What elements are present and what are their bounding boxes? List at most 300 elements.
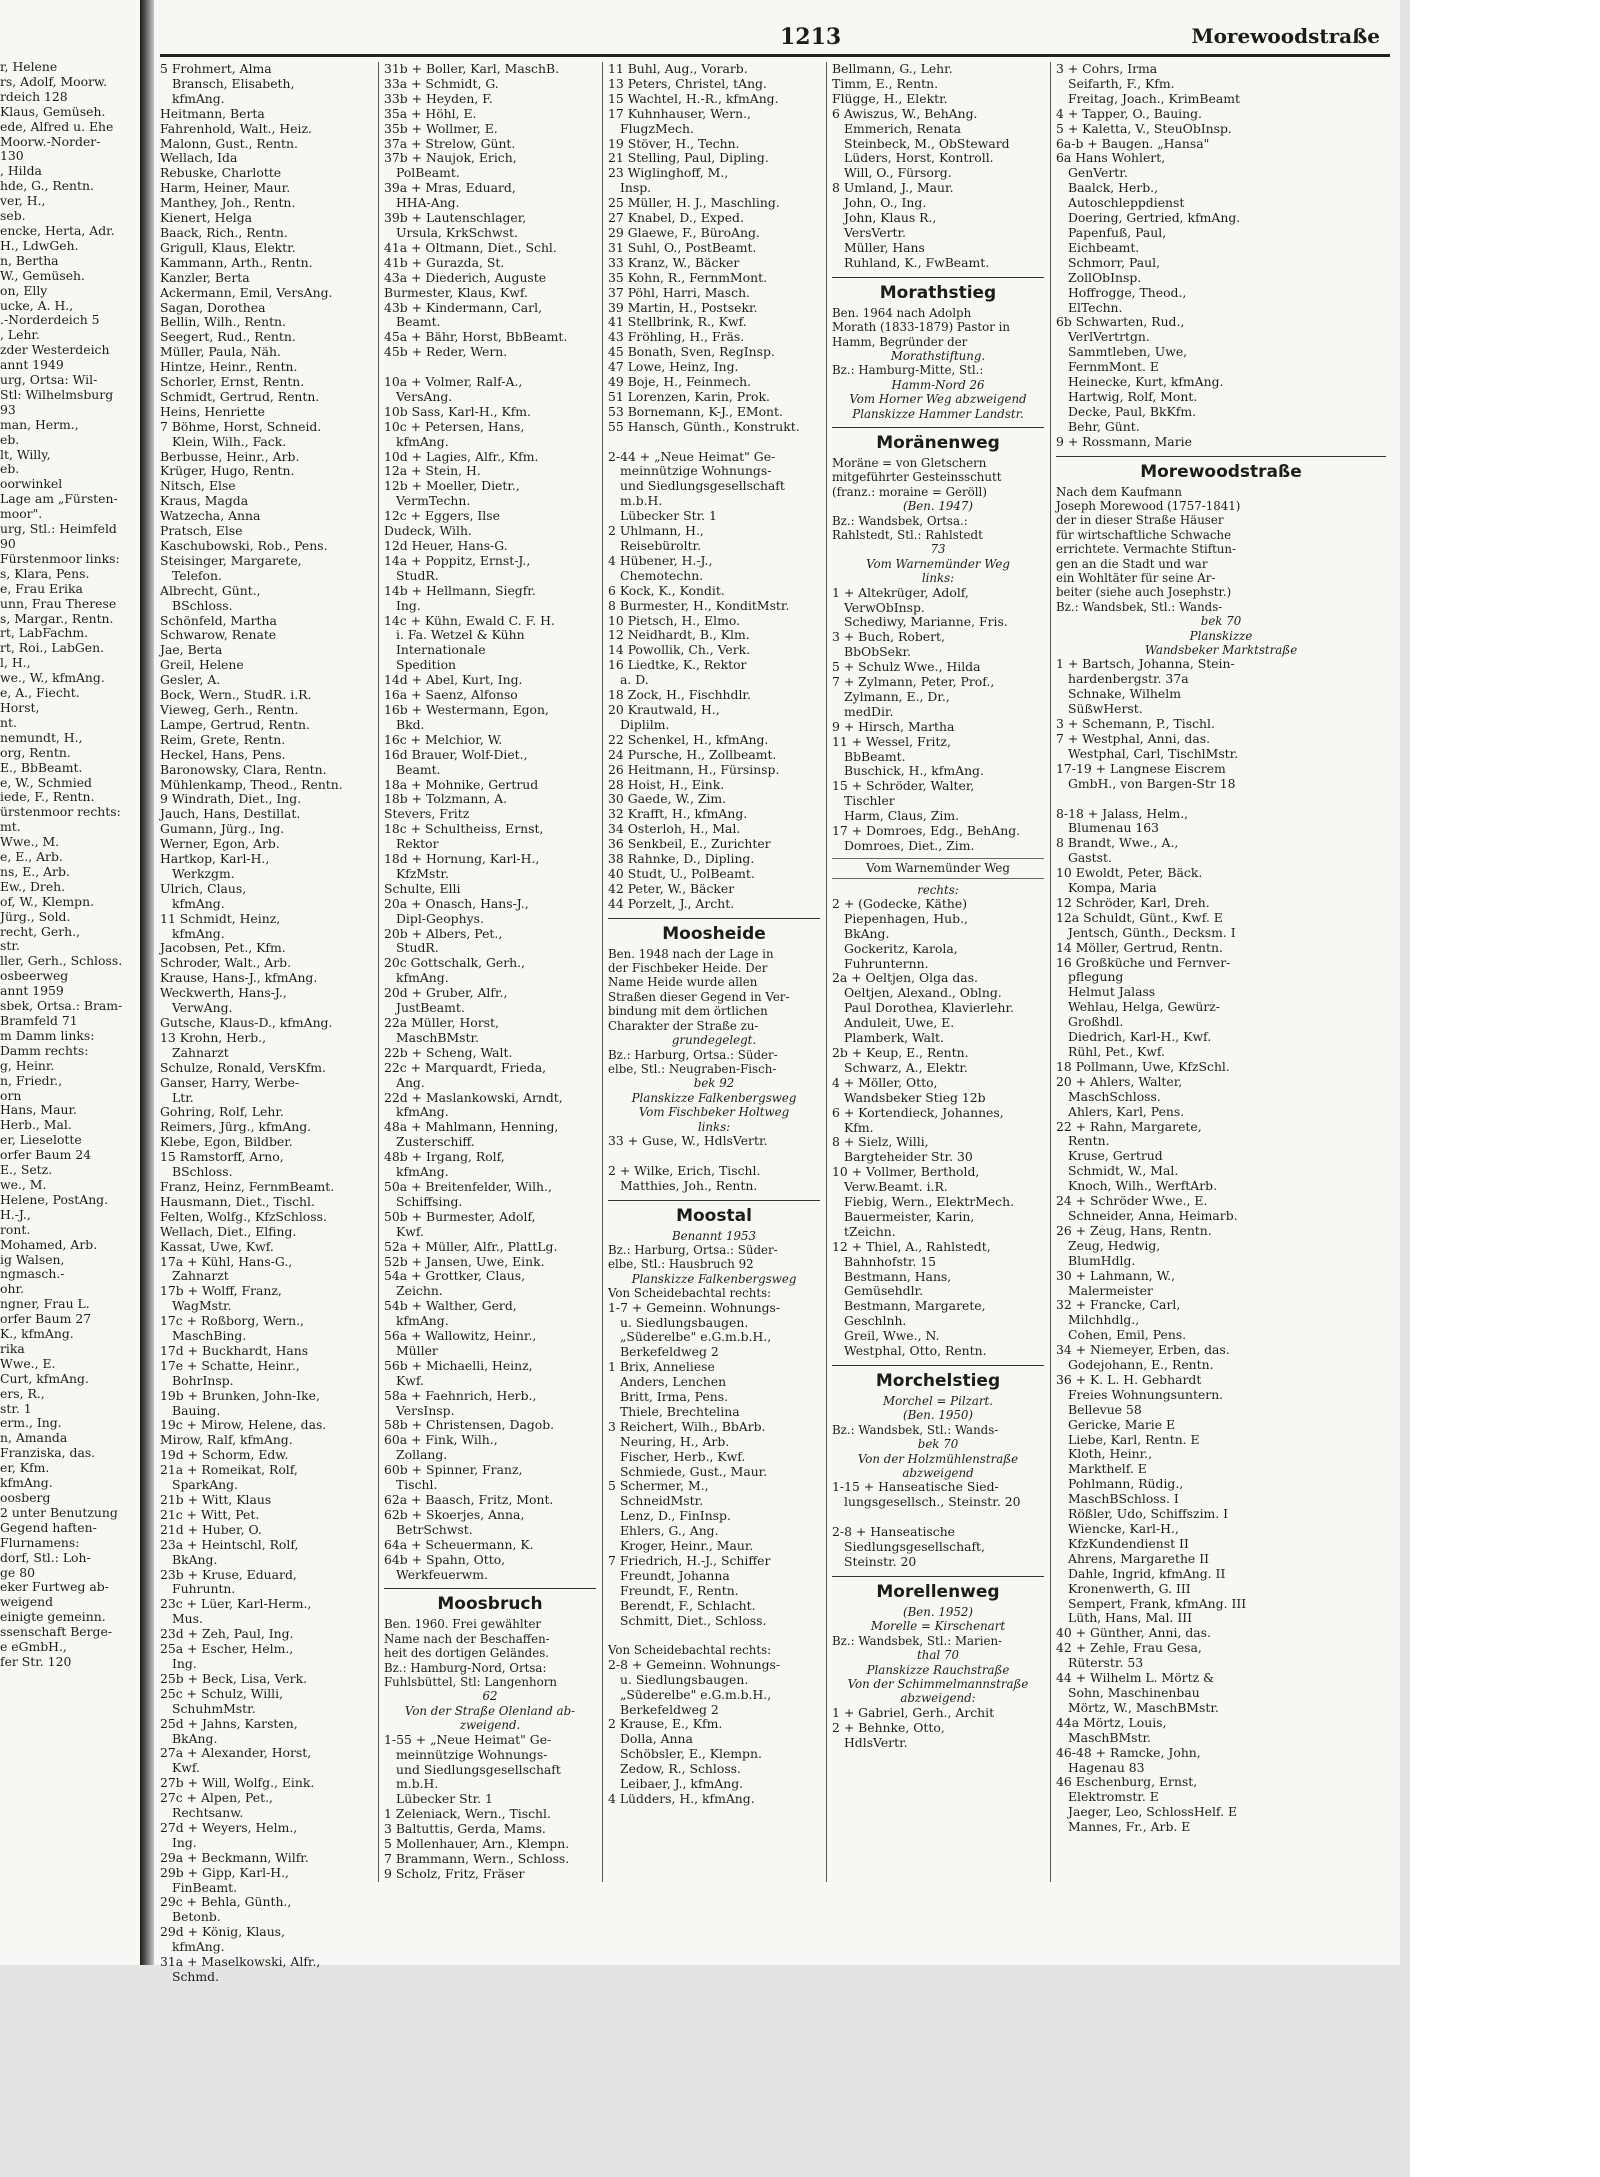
- resident-entry: Schulze, Ronald, VersKfm.: [160, 1059, 326, 1075]
- resident-entry: Schorler, Ernst, Rentn.: [160, 374, 305, 390]
- resident-entry: Gericke, Marie E: [1068, 1416, 1176, 1432]
- prev-page-line: unn, Frau Therese: [0, 595, 117, 611]
- street-note: abzweigend:: [900, 1691, 976, 1706]
- resident-entry: Kienert, Helga: [160, 210, 253, 226]
- resident-entry: 60a + Fink, Wilh.,: [384, 1432, 498, 1448]
- section-subheading: Vom Warnemünder Weg: [832, 858, 1044, 879]
- resident-entry: 45 Bonath, Sven, RegInsp.: [608, 344, 775, 360]
- resident-entry: BbBeamt.: [844, 748, 906, 764]
- prev-page-line: H.-J.,: [0, 1206, 31, 1222]
- resident-entry: Kloth, Heinr.,: [1068, 1446, 1153, 1462]
- street-note: Von Scheidebachtal rechts:: [608, 1643, 772, 1658]
- resident-entry: 62a + Baasch, Fritz, Mont.: [384, 1492, 554, 1507]
- prev-page-line: dorf, Stl.: Loh-: [0, 1549, 91, 1565]
- resident-entry: 55 Hansch, Günth., Konstrukt.: [608, 418, 800, 434]
- resident-entry: 8-18 + Jalass, Helm.,: [1056, 805, 1189, 821]
- resident-entry: Bellmann, G., Lehr.: [832, 61, 953, 76]
- resident-entry: ZollObInsp.: [1068, 269, 1142, 285]
- resident-entry: 49 Boje, H., Feinmech.: [608, 374, 752, 390]
- prev-page-line: hde, G., Rentn.: [0, 178, 94, 194]
- prev-page-line: er, Lieselotte: [0, 1132, 82, 1148]
- resident-entry: GmbH., von Bargen-Str 18: [1068, 775, 1236, 791]
- resident-entry: Kassat, Uwe, Kwf.: [160, 1238, 274, 1254]
- prev-page-line: , Lehr.: [0, 327, 40, 343]
- resident-entry: MaschBMstr.: [396, 1029, 479, 1045]
- resident-entry: Nitsch, Else: [160, 478, 236, 494]
- prev-page-line: orfer Baum 27: [0, 1311, 92, 1327]
- resident-entry: Mus.: [172, 1611, 203, 1627]
- resident-entry: 44a Mörtz, Louis,: [1056, 1714, 1167, 1730]
- resident-entry: Ahrens, Margarethe II: [1068, 1550, 1209, 1566]
- street-note: Benannt 1953: [672, 1228, 756, 1243]
- resident-entry: 16d Brauer, Wolf-Diet.,: [384, 746, 528, 762]
- resident-entry: 30 Gaede, W., Zim.: [608, 791, 727, 807]
- header-street-name: Morewoodstraße: [1191, 24, 1380, 48]
- resident-entry: Behr, Günt.: [1068, 418, 1140, 434]
- resident-entry: 25b + Beck, Lisa, Verk.: [160, 1670, 308, 1686]
- resident-entry: Rechtsanw.: [172, 1805, 244, 1821]
- resident-entry: 21b + Witt, Klaus: [160, 1492, 272, 1507]
- resident-entry: Wellach, Diet., Elfing.: [160, 1223, 297, 1239]
- resident-entry: Hagenau 83: [1068, 1759, 1145, 1775]
- street-note: Joseph Morewood (1757-1841): [1056, 498, 1241, 513]
- resident-entry: Gockeritz, Karola,: [844, 940, 958, 956]
- prev-page-line: ngmasch.-: [0, 1266, 65, 1282]
- resident-entry: 29c + Behla, Günth.,: [160, 1894, 292, 1910]
- resident-entry: 51 Lorenzen, Karin, Prok.: [608, 388, 770, 404]
- prev-page-line: , Hilda: [0, 163, 42, 179]
- street-note: elbe, Stl.: Neugraben-Fisch-: [608, 1061, 777, 1076]
- prev-page-line: zder Westerdeich: [0, 342, 110, 358]
- resident-entry: Fahrenhold, Walt., Heiz.: [160, 120, 312, 136]
- resident-entry: John, O., Ing.: [844, 195, 927, 211]
- resident-entry: 14b + Hellmann, Siegfr.: [384, 582, 536, 598]
- resident-entry: 30 + Lahmann, W.,: [1056, 1267, 1176, 1283]
- resident-entry: Buschick, H., kfmAng.: [844, 763, 984, 779]
- resident-entry: 54b + Walther, Gerd,: [384, 1298, 517, 1314]
- resident-entry: 6 + Kortendieck, Johannes,: [832, 1104, 1004, 1120]
- resident-entry: Bellin, Wilh., Rentn.: [160, 314, 286, 330]
- resident-entry: Schmitt, Diet., Schloss.: [620, 1612, 767, 1628]
- prev-page-line: Wwe., E.: [0, 1355, 56, 1371]
- resident-entry: Ahlers, Karl, Pens.: [1068, 1103, 1185, 1119]
- resident-entry: Dahle, Ingrid, kfmAng. II: [1068, 1565, 1226, 1581]
- resident-entry: pflegung: [1068, 969, 1124, 985]
- resident-entry: Mühlenkamp, Theod., Rentn.: [160, 776, 343, 792]
- resident-entry: 44 Porzelt, J., Archt.: [608, 895, 735, 911]
- resident-entry: meinnützige Wohnungs-: [620, 463, 772, 479]
- resident-entry: Jaeger, Leo, SchlossHelf. E: [1068, 1804, 1238, 1820]
- resident-entry: 64a + Scheuermann, K.: [384, 1536, 534, 1552]
- prev-page-line: s, Margar., Rentn.: [0, 610, 114, 626]
- resident-entry: Chemotechn.: [620, 567, 704, 583]
- resident-entry: Ehlers, G., Ang.: [620, 1523, 719, 1539]
- resident-entry: Rößler, Udo, Schiffszim. I: [1068, 1506, 1229, 1522]
- resident-entry: 2b + Keup, E., Rentn.: [832, 1044, 969, 1060]
- resident-entry: 10b Sass, Karl-H., Kfm.: [384, 403, 531, 419]
- prev-page-line: ngner, Frau L.: [0, 1296, 90, 1312]
- resident-entry: SchneidMstr.: [620, 1493, 704, 1509]
- running-header: [160, 24, 1390, 54]
- prev-page-line: oosberg: [0, 1490, 51, 1505]
- resident-entry: Kraus, Magda: [160, 493, 249, 509]
- prev-page-line: lt, Willy,: [0, 446, 51, 462]
- resident-entry: BetrSchwst.: [396, 1521, 473, 1537]
- prev-page-line: Ew., Dreh.: [0, 878, 66, 894]
- resident-entry: Werkfeuerwm.: [396, 1566, 488, 1582]
- resident-entry: Rebuske, Charlotte: [160, 165, 282, 181]
- street-note: bek 70: [917, 1437, 959, 1452]
- resident-entry: Fuhrunternn.: [844, 955, 929, 971]
- resident-entry: 41 Stellbrink, R., Kwf.: [608, 314, 747, 330]
- resident-entry: 24 + Schröder Wwe., E.: [1056, 1193, 1208, 1209]
- resident-entry: 45a + Bähr, Horst, BbBeamt.: [384, 329, 568, 345]
- resident-entry: 1-15 + Hanseatische Sied-: [832, 1479, 999, 1495]
- resident-entry: 13 Krohn, Herb.,: [160, 1029, 267, 1045]
- resident-entry: kfmAng.: [172, 895, 225, 911]
- resident-entry: 5 Frohmert, Alma: [160, 61, 272, 76]
- resident-entry: 20c Gottschalk, Gerh.,: [384, 955, 525, 971]
- resident-entry: 6a Hans Wohlert,: [1056, 150, 1166, 166]
- resident-entry: Lübecker Str. 1: [620, 508, 717, 524]
- prev-page-line: oorwinkel: [0, 476, 63, 492]
- resident-entry: Berendt, F., Schlacht.: [620, 1597, 756, 1613]
- resident-entry: 33 + Guse, W., HdlsVertr.: [608, 1132, 768, 1148]
- resident-entry: PolBeamt.: [396, 165, 460, 181]
- resident-entry: Schneider, Anna, Heimarb.: [1068, 1207, 1238, 1223]
- resident-entry: 1 + Gabriel, Gerh., Archit: [832, 1704, 995, 1720]
- resident-entry: 41a + Oltmann, Diet., Schl.: [384, 239, 557, 255]
- resident-entry: Lüth, Hans, Mal. III: [1068, 1610, 1193, 1626]
- resident-entry: 2-8 + Hanseatische: [832, 1524, 956, 1540]
- resident-entry: Piepenhagen, Hub.,: [844, 910, 968, 926]
- resident-entry: Klein, Wilh., Fack.: [172, 433, 287, 449]
- resident-entry: 14 Powollik, Ch., Verk.: [608, 642, 751, 658]
- resident-entry: Baalck, Herb.,: [1068, 180, 1159, 196]
- column-divider: [602, 62, 603, 1882]
- resident-entry: 43 Fröhling, H., Fräs.: [608, 329, 745, 345]
- resident-entry: 58a + Faehnrich, Herb.,: [384, 1387, 537, 1403]
- resident-entry: 31 Suhl, O., PostBeamt.: [608, 239, 757, 255]
- prev-page-line: ront.: [0, 1221, 31, 1237]
- prev-page-line: erm., Ing.: [0, 1415, 62, 1431]
- resident-entry: 10 Pietsch, H., Elmo.: [608, 612, 741, 628]
- resident-entry: BohrInsp.: [172, 1372, 234, 1388]
- resident-entry: 33 Kranz, W., Bäcker: [608, 254, 740, 270]
- resident-entry: 19c + Mirow, Helene, das.: [160, 1417, 327, 1433]
- book-gutter: [140, 0, 154, 1965]
- resident-entry: Rühl, Pet., Kwf.: [1068, 1044, 1165, 1059]
- prev-page-line: rs, Adolf, Moorw.: [0, 73, 108, 89]
- resident-entry: Bransch, Elisabeth,: [172, 75, 295, 91]
- resident-entry: Werner, Egon, Arb.: [160, 836, 280, 852]
- prev-page-line: eb.: [0, 431, 20, 447]
- street-note: Vom Fischbeker Holtweg: [638, 1105, 790, 1120]
- resident-entry: 3 + Cohrs, Irma: [1056, 61, 1158, 76]
- resident-entry: Schmd.: [172, 1969, 220, 1984]
- prev-page-line: org, Rentn.: [0, 744, 71, 760]
- resident-entry: Bock, Wern., StudR. i.R.: [160, 687, 312, 703]
- resident-entry: 18c + Schultheiss, Ernst,: [384, 821, 544, 837]
- resident-entry: Neuring, H., Arb.: [620, 1433, 730, 1449]
- resident-entry: [1056, 792, 1386, 807]
- street-note: Bz.: Hamburg-Mitte, Stl.:: [832, 363, 984, 378]
- resident-entry: FernmMont. E: [1068, 359, 1159, 375]
- resident-entry: Stevers, Fritz: [384, 806, 470, 822]
- resident-entry: 17e + Schatte, Heinr.,: [160, 1357, 300, 1373]
- directory-column-3: [608, 62, 820, 1882]
- street-note: rechts:: [917, 882, 959, 897]
- resident-entry: Zeichn.: [396, 1283, 443, 1299]
- resident-entry: Kwf.: [396, 1372, 424, 1388]
- prev-page-line: eb.: [0, 461, 20, 477]
- resident-entry: Baronowsky, Clara, Rentn.: [160, 761, 327, 777]
- street-note: gen an die Stadt und war: [1056, 556, 1208, 571]
- resident-entry: a. D.: [620, 672, 649, 688]
- prev-page-line: g, Heinr.: [0, 1057, 55, 1073]
- prev-page-line: Mohamed, Arb.: [0, 1236, 98, 1252]
- resident-entry: Müller, Hans: [844, 239, 925, 255]
- resident-entry: Schiffsing.: [396, 1193, 463, 1209]
- prev-page-line: sbek, Ortsa.: Bram-: [0, 998, 123, 1014]
- resident-entry: Cohen, Emil, Pens.: [1068, 1327, 1187, 1343]
- resident-entry: Werkzgm.: [172, 865, 235, 881]
- resident-entry: Schediwy, Marianne, Fris.: [844, 614, 1008, 630]
- resident-entry: Timm, E., Rentn.: [832, 75, 939, 91]
- resident-entry: 5 + Schulz Wwe., Hilda: [832, 659, 981, 675]
- street-note: Moräne = von Gletschern: [832, 455, 987, 470]
- resident-entry: Ang.: [396, 1074, 425, 1090]
- resident-entry: Franz, Heinz, FernmBeamt.: [160, 1178, 335, 1194]
- resident-entry: 34 + Niemeyer, Erben, das.: [1056, 1342, 1230, 1358]
- street-heading: Morewoodstraße: [1056, 456, 1386, 485]
- street-note: der Fischbeker Heide. Der: [608, 961, 768, 976]
- street-note: Bz.: Wandsbek, Stl.: Marien-: [832, 1633, 1003, 1648]
- resident-entry: 35b + Wollmer, E.: [384, 120, 498, 136]
- resident-entry: Diedrich, Karl-H., Kwf.: [1068, 1029, 1212, 1045]
- prev-page-line: H., LdwGeh.: [0, 237, 79, 253]
- resident-entry: u. Siedlungsbaugen.: [620, 1314, 749, 1330]
- resident-entry: 2 Krause, E., Kfm.: [608, 1716, 723, 1732]
- column-divider: [1050, 62, 1051, 1882]
- resident-entry: 13 Peters, Christel, tAng.: [608, 75, 767, 91]
- resident-entry: Ing.: [172, 1655, 197, 1671]
- resident-entry: und Siedlungsgesellschaft: [620, 478, 785, 494]
- resident-entry: Papenfuß, Paul,: [1068, 224, 1167, 240]
- resident-entry: 16c + Melchior, W.: [384, 731, 503, 747]
- resident-entry: 50b + Burmester, Adolf,: [384, 1208, 536, 1224]
- resident-entry: MaschSchloss.: [1068, 1088, 1161, 1104]
- resident-entry: Steisinger, Margarete,: [160, 552, 302, 568]
- resident-entry: Zeug, Hedwig,: [1068, 1237, 1161, 1253]
- street-note: Morchel = Pilzart.: [882, 1394, 994, 1408]
- resident-entry: Zollang.: [396, 1447, 448, 1463]
- resident-entry: Bestmann, Hans,: [844, 1268, 952, 1284]
- resident-entry: Geschlnh.: [844, 1313, 907, 1329]
- resident-entry: 1 Brix, Anneliese: [608, 1359, 715, 1375]
- resident-entry: Sempert, Frank, kfmAng. III: [1068, 1595, 1247, 1611]
- prev-page-line: Lage am „Fürsten-: [0, 491, 118, 507]
- prev-page-line: W., Gemüseh.: [0, 267, 85, 283]
- resident-entry: Jae, Berta: [160, 642, 223, 658]
- resident-entry: 43b + Kindermann, Carl,: [384, 299, 543, 315]
- resident-entry: 7 Brammann, Wern., Schloss.: [384, 1850, 570, 1866]
- resident-entry: 22d + Maslankowski, Arndt,: [384, 1089, 563, 1105]
- resident-entry: Rentn.: [1068, 1133, 1110, 1149]
- resident-entry: 17b + Wolff, Franz,: [160, 1283, 282, 1299]
- resident-entry: Helmut Jalass: [1068, 984, 1156, 1000]
- prev-page-line: seb.: [0, 208, 26, 224]
- resident-entry: 11 + Wessel, Fritz,: [832, 733, 951, 749]
- resident-entry: 37a + Strelow, Günt.: [384, 135, 516, 151]
- resident-entry: 15 + Schröder, Walter,: [832, 778, 975, 794]
- resident-entry: 12 Schröder, Karl, Dreh.: [1056, 894, 1210, 910]
- resident-entry: Heinecke, Kurt, kfmAng.: [1068, 374, 1224, 390]
- resident-entry: Hintze, Heinr., Rentn.: [160, 359, 298, 375]
- resident-entry: VermTechn.: [396, 493, 471, 509]
- resident-entry: Ursula, KrkSchwst.: [396, 224, 518, 240]
- resident-entry: Sammtleben, Uwe,: [1068, 344, 1188, 360]
- resident-entry: Grigull, Klaus, Elektr.: [160, 239, 296, 255]
- resident-entry: HHA-Ang.: [396, 195, 460, 211]
- resident-entry: und Siedlungsgesellschaft: [396, 1761, 561, 1777]
- street-note: bek 70: [1200, 614, 1242, 629]
- resident-entry: Sohn, Maschinenbau: [1068, 1684, 1200, 1700]
- prev-page-line: K., kfmAng.: [0, 1326, 74, 1342]
- street-note: Charakter der Straße zu-: [608, 1018, 759, 1033]
- resident-entry: 20a + Onasch, Hans-J.,: [384, 895, 529, 911]
- resident-entry: [832, 1510, 1044, 1525]
- street-note: Name nach der Beschaffen-: [384, 1631, 550, 1646]
- resident-entry: 52b + Jansen, Uwe, Eink.: [384, 1253, 545, 1269]
- resident-entry: 43a + Diederich, Auguste: [384, 269, 547, 285]
- resident-entry: VerwObInsp.: [844, 599, 925, 615]
- resident-entry: 3 + Buch, Robert,: [832, 629, 945, 645]
- resident-entry: Mirow, Ralf, kfmAng.: [160, 1432, 293, 1448]
- resident-entry: Gohring, Rolf, Lehr.: [160, 1104, 284, 1120]
- resident-entry: Freitag, Joach., KrimBeamt: [1068, 90, 1240, 106]
- street-note: mitgeführter Gesteinsschutt: [832, 470, 1002, 485]
- prev-page-line: annt 1949: [0, 357, 64, 373]
- street-note: Hamm-Nord 26: [891, 377, 985, 392]
- prev-page-line: m Damm links:: [0, 1027, 95, 1043]
- resident-entry: 9 Windrath, Diet., Ing.: [160, 791, 302, 807]
- resident-entry: Jentsch, Günth., Decksm. I: [1068, 924, 1236, 940]
- resident-entry: Fiebig, Wern., ElektrMech.: [844, 1194, 1015, 1210]
- resident-entry: meinnützige Wohnungs-: [396, 1746, 548, 1762]
- resident-entry: Gastst.: [1068, 850, 1112, 866]
- resident-entry: Anduleit, Uwe, E.: [844, 1015, 955, 1031]
- resident-entry: Bauing.: [172, 1402, 221, 1418]
- prev-page-line: Gegend haften-: [0, 1519, 97, 1535]
- street-note: Bz.: Wandsbek, Ortsa.:: [832, 513, 968, 528]
- street-note: der in dieser Straße Häuser: [1056, 513, 1224, 528]
- resident-entry: 4 + Möller, Otto,: [832, 1074, 938, 1090]
- resident-entry: Blumenau 163: [1068, 820, 1160, 836]
- resident-entry: 53 Bornemann, K-J., EMont.: [608, 403, 783, 419]
- street-heading: Morellenweg: [832, 1576, 1044, 1605]
- prev-page-line: Hans, Maur.: [0, 1102, 77, 1118]
- prev-page-line: 93: [0, 401, 16, 417]
- street-note: Planskizze Rauchstraße: [866, 1662, 1010, 1677]
- street-note: Bz.: Wandsbek, Stl.: Wands-: [1056, 599, 1223, 614]
- resident-entry: 18 Zock, H., Fischhdlr.: [608, 687, 751, 703]
- street-note: bek 92: [693, 1076, 735, 1091]
- resident-entry: Schmidt, Gertrud, Rentn.: [160, 388, 320, 404]
- prev-page-line: str.: [0, 938, 20, 954]
- resident-entry: Kroger, Heinr., Maur.: [620, 1538, 754, 1554]
- resident-entry: kfmAng.: [172, 925, 225, 941]
- page-number: 1213: [780, 24, 842, 50]
- resident-entry: Verw.Beamt. i.R.: [844, 1179, 948, 1195]
- resident-entry: Will, O., Fürsorg.: [844, 165, 952, 181]
- resident-entry: 18b + Tolzmann, A.: [384, 791, 508, 807]
- resident-entry: 7 + Zylmann, Peter, Prof.,: [832, 674, 995, 690]
- resident-entry: Lampe, Gertrud, Rentn.: [160, 716, 310, 732]
- resident-entry: 17a + Kühl, Hans-G.,: [160, 1253, 293, 1269]
- resident-entry: BSchloss.: [172, 1164, 233, 1180]
- resident-entry: Watzecha, Anna: [160, 508, 261, 524]
- resident-entry: Tischl.: [396, 1477, 438, 1493]
- resident-entry: Emmerich, Renata: [844, 120, 961, 136]
- street-heading: Moosheide: [608, 918, 820, 947]
- resident-entry: Decke, Paul, BkKfm.: [1068, 403, 1197, 419]
- prev-page-line: e, W., Schmied: [0, 774, 92, 790]
- resident-entry: Matthies, Joh., Rentn.: [620, 1177, 758, 1193]
- resident-entry: Gumann, Jürg., Ing.: [160, 821, 285, 837]
- resident-entry: Schönfeld, Martha: [160, 612, 277, 628]
- street-note: Fuhlsbüttel, Stl: Langenhorn: [384, 1675, 557, 1690]
- resident-entry: VerwAng.: [172, 1000, 233, 1016]
- street-note: Morelle = Kirschenart: [870, 1619, 1006, 1634]
- prev-page-line: ede, Alfred u. Ehe: [0, 118, 114, 134]
- resident-entry: Rektor: [396, 836, 439, 852]
- resident-entry: 6 Kock, K., Kondit.: [608, 582, 725, 598]
- street-note: Bz.: Harburg, Ortsa.: Süder-: [608, 1047, 778, 1062]
- resident-entry: medDir.: [844, 703, 894, 719]
- resident-entry: Schnake, Wilhelm: [1068, 686, 1181, 702]
- prev-page-line: e, E., Arb.: [0, 849, 63, 865]
- prev-page-line: on, Elly: [0, 282, 48, 298]
- prev-page-line: n, Amanda: [0, 1430, 68, 1446]
- street-note: Hamm, Begründer der: [832, 334, 968, 349]
- resident-entry: MaschBSchloss. I: [1068, 1491, 1179, 1507]
- prev-page-line: str. 1: [0, 1400, 32, 1416]
- resident-entry: hardenbergstr. 37a: [1068, 671, 1189, 687]
- resident-entry: Bargteheider Str. 30: [844, 1149, 973, 1165]
- resident-entry: Kronenwerth, G. III: [1068, 1580, 1191, 1596]
- resident-entry: Pratsch, Else: [160, 523, 243, 539]
- resident-entry: StudR.: [396, 567, 439, 583]
- resident-entry: 5 + Kaletta, V., SteuObInsp.: [1056, 120, 1232, 136]
- street-note: Planskizze Falkenbergsweg: [631, 1090, 797, 1105]
- prev-page-line: weigend: [0, 1594, 54, 1610]
- resident-entry: GenVertr.: [1068, 165, 1128, 181]
- resident-entry: 12a Schuldt, Günt., Kwf. E: [1056, 909, 1223, 925]
- resident-entry: Zahnarzt: [172, 1044, 229, 1060]
- prev-page-line: we., W., kfmAng.: [0, 670, 105, 686]
- resident-entry: 58b + Christensen, Dagob.: [384, 1417, 555, 1433]
- resident-entry: 2a + Oeltjen, Olga das.: [832, 970, 978, 986]
- resident-entry: Markthelf. E: [1068, 1461, 1147, 1477]
- prev-page-line: r, Helene: [0, 59, 58, 74]
- resident-entry: MaschBMstr.: [1068, 1729, 1151, 1745]
- resident-entry: 7 + Westphal, Anni, das.: [1056, 730, 1211, 746]
- street-note: Von der Straße Olenland ab-: [404, 1703, 576, 1718]
- resident-entry: Jauch, Hans, Destillat.: [160, 806, 301, 822]
- resident-entry: Dipl-Geophys.: [396, 910, 484, 926]
- resident-entry: Schöbsler, E., Klempn.: [620, 1746, 762, 1762]
